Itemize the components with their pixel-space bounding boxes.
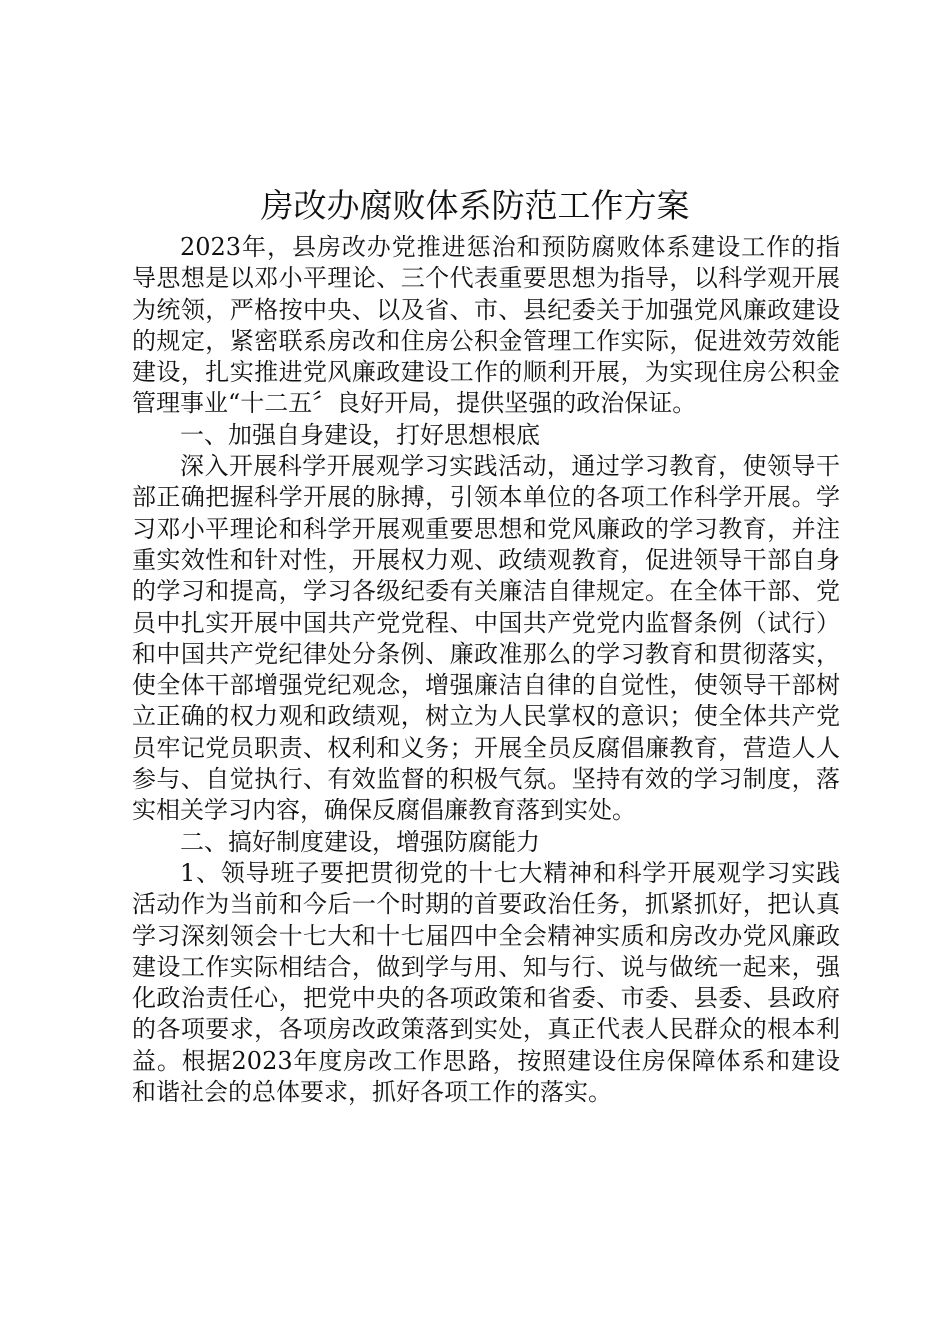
document-body xyxy=(132,232,840,1108)
section-heading-1: 一、加强自身建设，打好思想根底 xyxy=(180,420,540,449)
paragraph-section-1: 深入开展科学开展观学习实践活动，通过学习教育，使领导干部正确把握科学开展的脉搏，引领本单位的各项工作科学开展。学习邓小平理论和科学开展观重要思想和党风廉政的学习教育，并注重实效性和针对性，开展权力观、政绩观教育，促进领导干部自身的学习和提高，学习各级纪委有关廉洁自律规定。在全体干部、党员中扎实开展中国共产党党程、中国共产党党内监督条例（试行）和中国共产党纪律处分条例、廉政准那么的学习教育和贯彻落实，使全体干部增强党纪观念，增强廉洁自律的自觉性，使领导干部树立正确的权力观和政绩观，树立为人民掌权的意识；使全体共产党员牢记党员职责、权利和义务；开展全员反腐倡廉教育，营造人人参与、自觉执行、有效监督的积极气氛。坚持有效的学习制度，落实相关学习内容，确保反腐倡廉教育落到实处。 xyxy=(132,452,840,825)
paragraph-section-2: 1、领导班子要把贯彻党的十七大精神和科学开展观学习实践活动作为当前和今后一个时期的首要政治任务，抓紧抓好，把认真学习深刻领会十七大和十七届四中全会精神实质和房改办党风廉政建设工作实际相结合，做到学与用、知与行、说与做统一起来，强化政治责任心，把党中央的各项政策和省委、市委、县委、县政府的各项要求，各项房改政策落到实处，真正代表人民群众的根本利益。根据2023年度房改工作思路，按照建设住房保障体系和建设和谐社会的总体要求，抓好各项工作的落实。 xyxy=(132,858,840,1107)
paragraph-intro: 2023年，县房改办党推进惩治和预防腐败体系建设工作的指导思想是以邓小平理论、三个代表重要思想为指导，以科学观开展为统领，严格按中央、以及省、市、县纪委关于加强党风廉政建设的规定，紧密联系房改和住房公积金管理工作实际，促进效劳效能建设，扎实推进党风廉政建设工作的顺利开展，为实现住房公积金管理事业“十二五〞良好开局，提供坚强的政治保证。 xyxy=(132,233,840,418)
section-heading-2: 二、搞好制度建设，增强防腐能力 xyxy=(180,827,540,856)
document-title: 房改办腐败体系防范工作方案 xyxy=(260,186,690,225)
